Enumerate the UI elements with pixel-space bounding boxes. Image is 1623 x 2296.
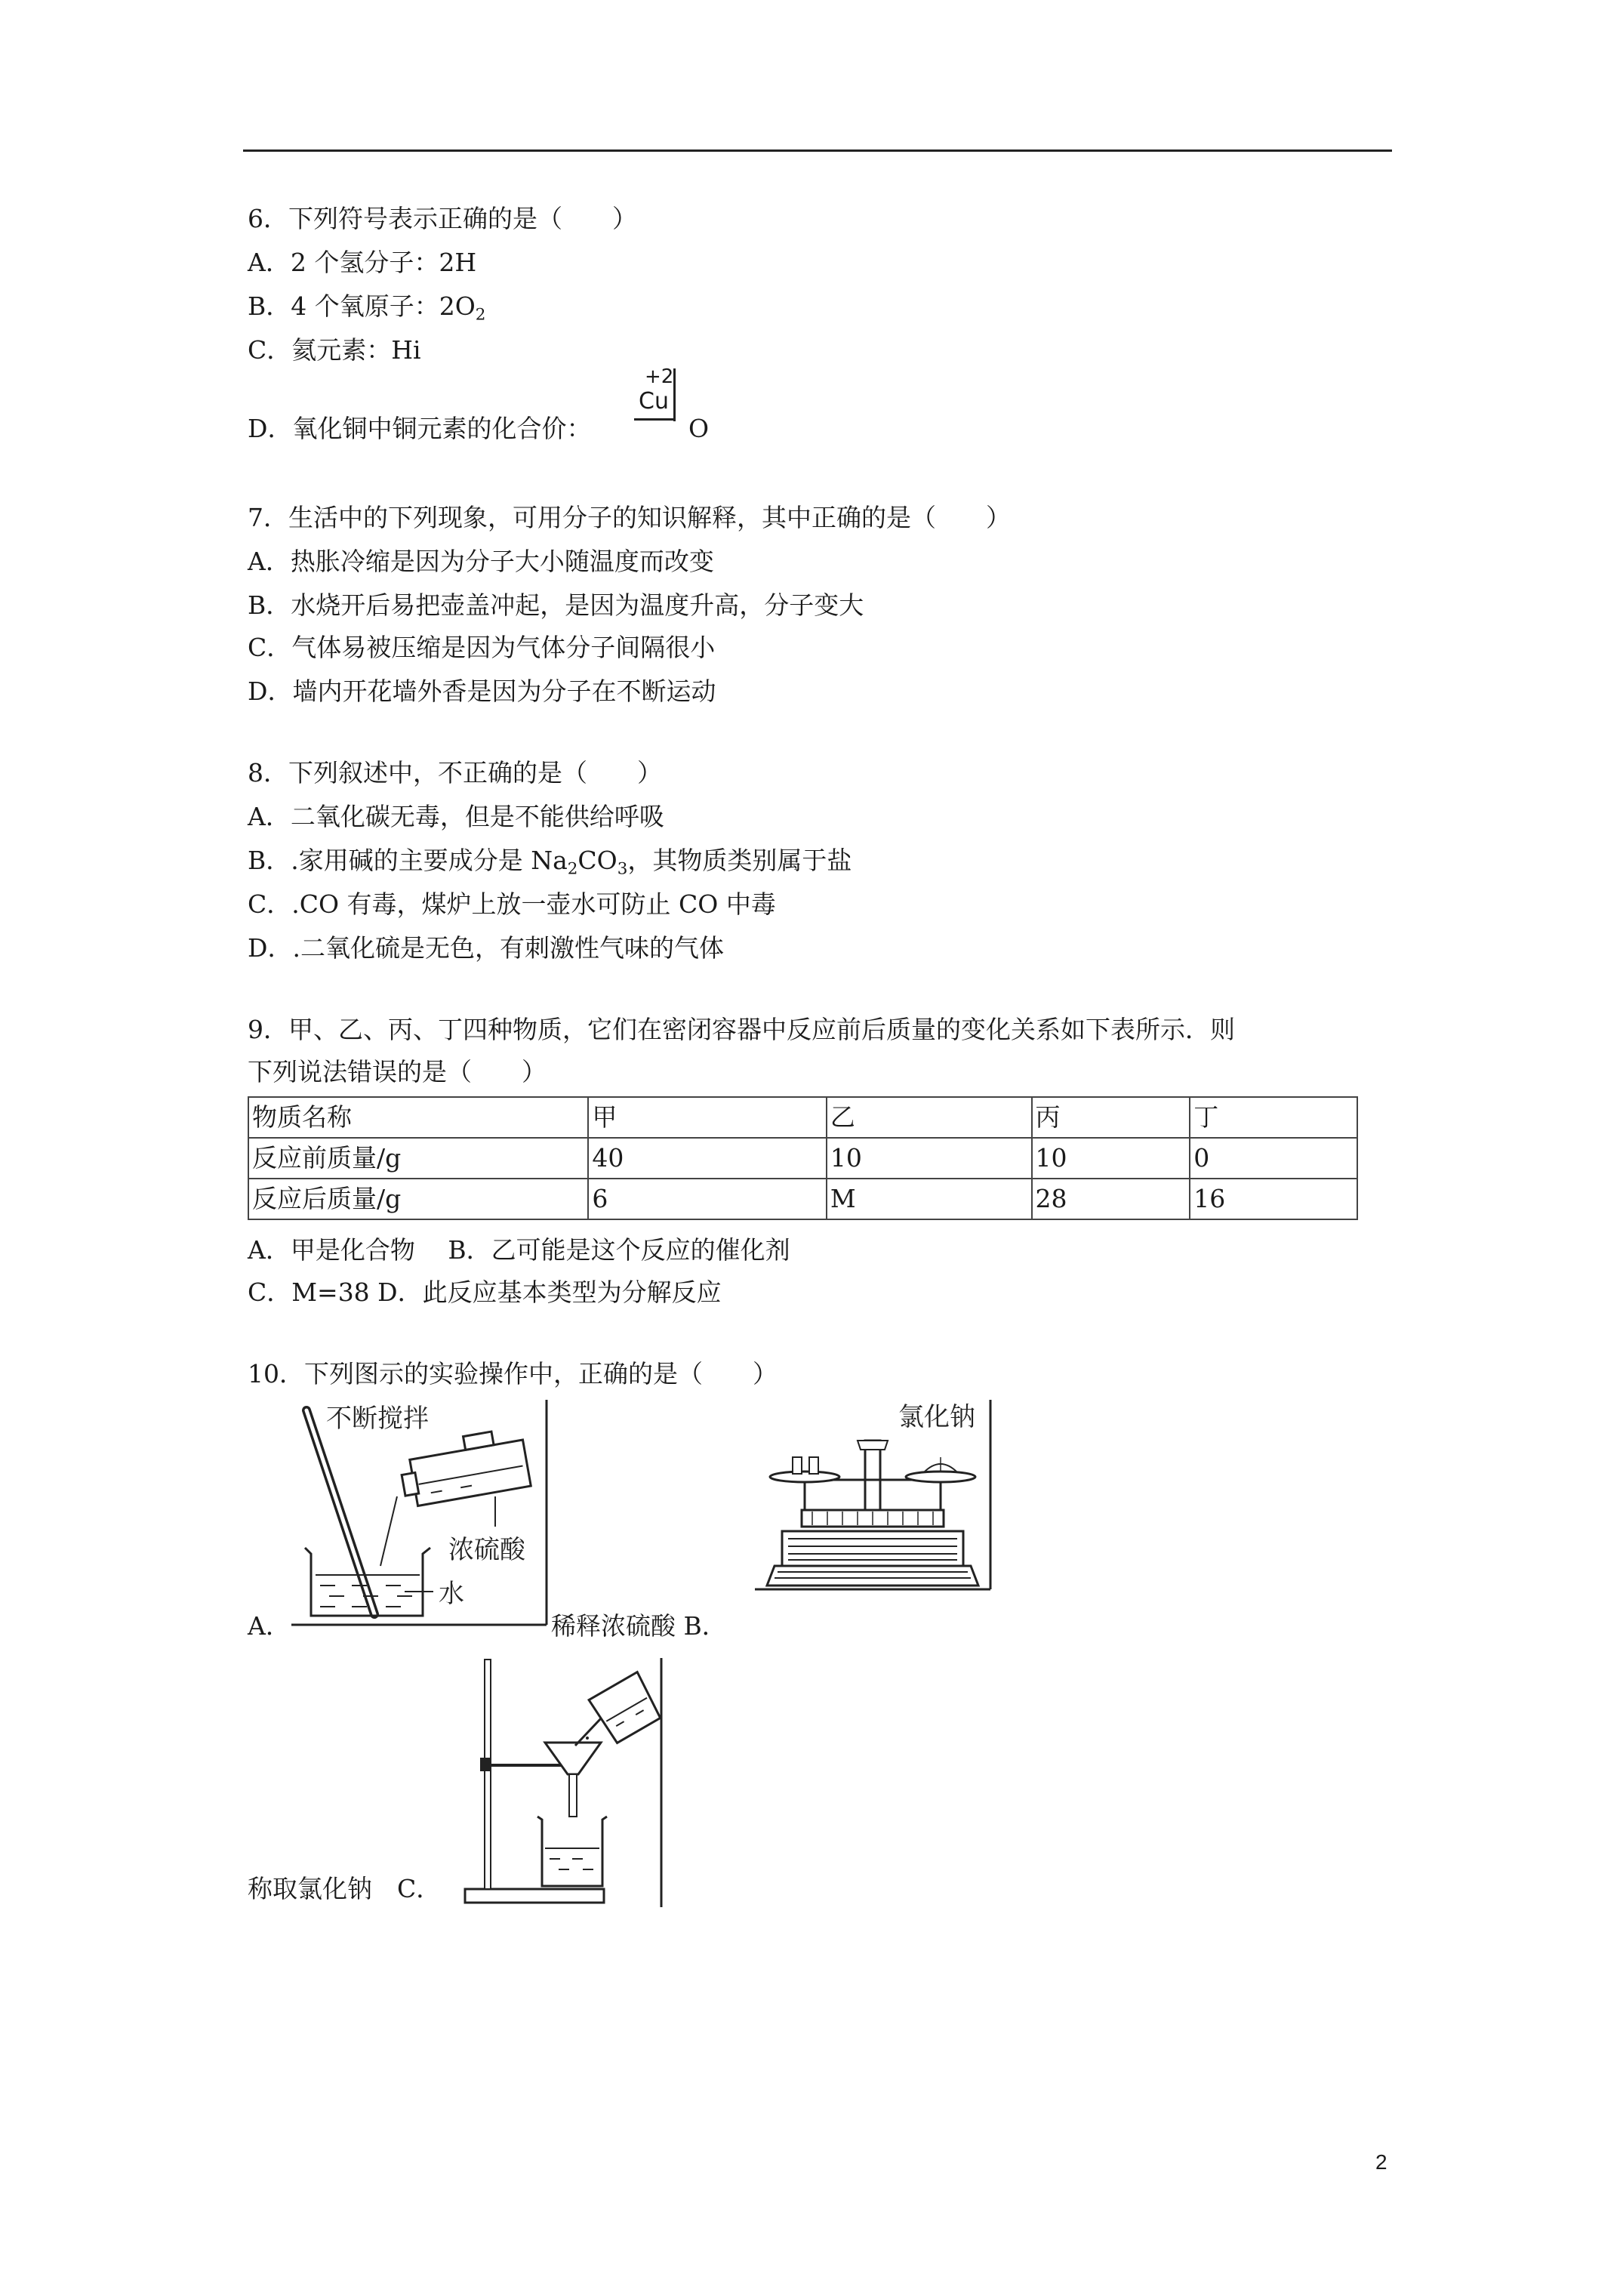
q8-option-d: D．.二氧化硫是无色，有刺激性气味的气体: [248, 933, 724, 963]
label-water: 水: [439, 1579, 464, 1609]
table-row: [248, 1138, 1357, 1179]
q6-option-d-suffix: O: [688, 414, 710, 443]
q8-stem: 8．下列叙述中，不正确的是（ ）: [248, 758, 662, 787]
q10-caption-a: 稀释浓硫酸 B．: [551, 1611, 727, 1641]
table-cell: M: [827, 1179, 1032, 1219]
q8-option-a: A．二氧化碳无毒，但是不能供给呼吸: [248, 802, 664, 831]
table-cell: 丙: [1032, 1097, 1190, 1138]
q7-option-a: A．热胀冷缩是因为分子大小随温度而改变: [248, 547, 714, 576]
table-cell: 物质名称: [248, 1097, 588, 1138]
label-nacl: 氯化钠: [898, 1402, 975, 1432]
table-cell: 甲: [588, 1097, 827, 1138]
balance-diagram: [752, 1397, 995, 1592]
q8-option-c: C．.CO 有毒，煤炉上放一壶水可防止 CO 中毒: [248, 889, 776, 919]
header-rule: [243, 149, 1392, 152]
table-cell: 反应后质量/g: [248, 1179, 588, 1219]
q7-option-b: B．水烧开后易把壶盖冲起，是因为温度升高，分子变大: [248, 590, 864, 620]
valence-element: Cu: [639, 388, 669, 415]
table-cell: 反应前质量/g: [248, 1138, 588, 1179]
table-cell: 10: [827, 1138, 1032, 1179]
page-number: 2: [1375, 2150, 1387, 2174]
valence-charge: +2: [645, 365, 674, 388]
table-cell: 16: [1190, 1179, 1357, 1219]
q10-stem: 10．下列图示的实验操作中，正确的是（ ）: [248, 1359, 778, 1388]
table-cell: 28: [1032, 1179, 1190, 1219]
q7-option-d: D．墙内开花墙外香是因为分子在不断运动: [248, 676, 716, 706]
table-cell: 0: [1190, 1138, 1357, 1179]
q6-stem: 6．下列符号表示正确的是（ ）: [248, 204, 637, 233]
valence-notation: [634, 365, 681, 432]
q9-options-ab: A．甲是化合物 B．乙可能是这个反应的催化剂: [248, 1235, 790, 1265]
table-cell: 丁: [1190, 1097, 1357, 1138]
table-cell: 40: [588, 1138, 827, 1179]
q10-caption-b: 称取氯化钠 C．: [248, 1874, 442, 1903]
table-cell: 乙: [827, 1097, 1032, 1138]
q9-stem-line1: 9．甲、乙、丙、丁四种物质，它们在密闭容器中反应前后质量的变化关系如下表所示．则: [248, 1015, 1235, 1044]
q6-option-a: A．2 个氢分子：2H: [248, 248, 477, 277]
filtration-diagram: [453, 1655, 664, 1908]
label-acid: 浓硫酸: [448, 1535, 525, 1565]
q10-option-a-label: A．: [248, 1611, 291, 1641]
q8-option-b: B．.家用碱的主要成分是 $Na_2CO_3$，其物质类别属于盐: [248, 846, 852, 879]
table-row: [248, 1179, 1357, 1219]
q6-option-b: B．4 个氧原子：$2O_2$: [248, 291, 486, 325]
table-cell: 6: [588, 1179, 827, 1219]
q9-stem-line2: 下列说法错误的是（ ）: [248, 1057, 547, 1086]
q6-option-d-label: D．氧化铜中铜元素的化合价：: [248, 414, 592, 443]
q6-option-c: C．氦元素：Hi: [248, 335, 421, 365]
table-cell: 10: [1032, 1138, 1190, 1179]
dilution-diagram: [284, 1397, 556, 1627]
table-header-row: [248, 1097, 1357, 1138]
mass-change-table: [248, 1096, 1358, 1220]
q7-option-c: C．气体易被压缩是因为气体分子间隔很小: [248, 633, 716, 662]
label-stir: 不断搅拌: [326, 1404, 429, 1434]
q9-options-cd: C．M=38 D．此反应基本类型为分解反应: [248, 1277, 722, 1307]
q7-stem: 7．生活中的下列现象，可用分子的知识解释，其中正确的是（ ）: [248, 503, 1011, 532]
